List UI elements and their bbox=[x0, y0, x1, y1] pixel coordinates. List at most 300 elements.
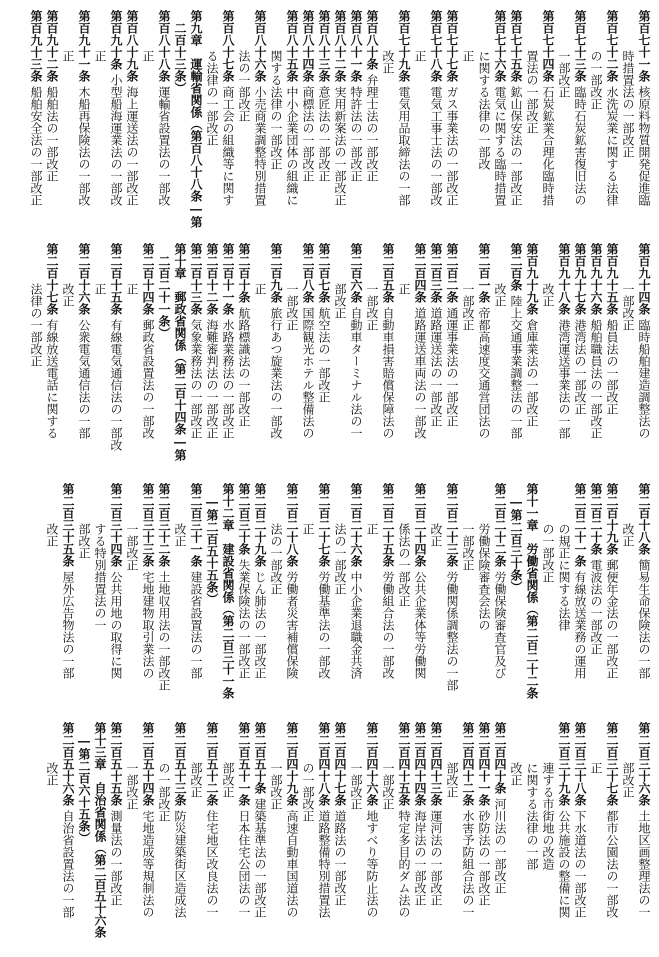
toc-band-2 bbox=[6, 243, 652, 473]
article-title: 一部改正 bbox=[269, 762, 283, 810]
article-number: 第百九十四条 bbox=[637, 243, 651, 315]
article-title: 通運事業法の一部改正 bbox=[445, 307, 459, 427]
article-title: 正 bbox=[365, 523, 379, 535]
toc-entry bbox=[300, 722, 316, 950]
toc-entry bbox=[316, 10, 332, 232]
article-title: 水害予防組合法の一 bbox=[461, 810, 475, 918]
toc-entry bbox=[332, 243, 348, 473]
article-number: 第二百二十七条 bbox=[317, 483, 331, 567]
toc-entry bbox=[540, 722, 556, 950]
article-title: 労働基準法の一部改 bbox=[317, 571, 331, 679]
article-title: 法の一部改正 bbox=[237, 50, 251, 122]
toc-entry bbox=[572, 483, 588, 711]
toc-entry bbox=[268, 722, 284, 950]
article-number: 第百七十二条 bbox=[605, 10, 619, 82]
toc-entry bbox=[556, 483, 572, 711]
toc-entry bbox=[444, 10, 460, 232]
toc-entry bbox=[236, 10, 252, 232]
article-title: 建築基準法の一部改正 bbox=[253, 798, 267, 918]
article-title: 船員法の一部改正 bbox=[605, 319, 619, 415]
chapter-title: 二百十三条） bbox=[173, 10, 187, 94]
chapter-title: ―第二百三十条） bbox=[509, 483, 523, 593]
article-title: 労働保険審査会法の bbox=[477, 523, 491, 631]
article-title: の規正に関する法律 bbox=[557, 523, 571, 631]
article-number: 第二百二条 bbox=[445, 243, 459, 303]
toc-entry bbox=[316, 722, 332, 950]
article-number: 第二百二十五条 bbox=[381, 483, 395, 567]
article-number: 第百七十八条 bbox=[429, 10, 443, 82]
article-title: 日本住宅公団法の一 bbox=[237, 810, 251, 918]
toc-entry bbox=[332, 483, 348, 711]
toc-entry bbox=[44, 243, 60, 473]
article-title: 運輸省設置法の一部改 bbox=[157, 86, 171, 206]
toc-entry bbox=[268, 10, 284, 232]
toc-entry bbox=[60, 243, 76, 473]
toc-entry bbox=[188, 722, 204, 950]
article-title: 旅行あつ旋業法の一部改 bbox=[269, 307, 283, 439]
article-title: 港湾法の一部改正 bbox=[573, 319, 587, 415]
toc-entry bbox=[300, 483, 316, 711]
toc-entry bbox=[28, 10, 44, 232]
article-title: 土地区画整理法の一 bbox=[637, 810, 651, 918]
article-number: 第二百十三条 bbox=[189, 243, 203, 315]
article-title: 郵政省設置法の一部改 bbox=[141, 319, 155, 439]
article-number: 第百七十九条 bbox=[397, 10, 411, 82]
toc-entry bbox=[348, 722, 364, 950]
article-number: 第二百四十七条 bbox=[333, 722, 347, 806]
article-title: 失業保険法の一部改正 bbox=[237, 559, 251, 679]
article-title: 改正 bbox=[541, 283, 555, 307]
article-number: 第二百五十四条 bbox=[141, 722, 155, 806]
article-number: 第二百十八条 bbox=[637, 483, 651, 555]
article-number: 第百九十六条 bbox=[589, 243, 603, 315]
toc-entry bbox=[220, 722, 236, 950]
toc-entry bbox=[364, 243, 380, 473]
chapter-heading bbox=[508, 483, 524, 711]
article-title: 一部改正 bbox=[621, 283, 635, 331]
article-title: 弁理士法の一部改正 bbox=[365, 74, 379, 182]
article-title: 水路業務法の一部改正 bbox=[221, 319, 235, 439]
article-title: 実用新案法の一部改正 bbox=[333, 86, 347, 206]
toc-entry bbox=[124, 243, 140, 473]
article-title: 宅地建物取引業法の bbox=[141, 571, 155, 679]
toc-entry bbox=[300, 243, 316, 473]
chapter-title: 第十二章 建設省関係（第二百三十一条 bbox=[221, 483, 235, 699]
article-title: 部改正 bbox=[333, 283, 347, 319]
article-title: 正 bbox=[141, 50, 155, 62]
article-title: 有線放送業務の運用 bbox=[573, 571, 587, 679]
toc-entry bbox=[412, 722, 428, 950]
article-title: 公共企業体等労働関 bbox=[413, 571, 427, 679]
toc-entry bbox=[156, 722, 172, 950]
toc-entry bbox=[172, 483, 188, 711]
toc-entry bbox=[44, 483, 60, 711]
article-number: 第二百一条 bbox=[477, 243, 491, 303]
article-title: 電波法の一部改正 bbox=[589, 559, 603, 655]
article-title: 倉庫業法の一部改正 bbox=[525, 319, 539, 427]
article-number: 第百八十条 bbox=[365, 10, 379, 70]
toc-entry bbox=[508, 10, 524, 232]
toc-entry bbox=[396, 483, 412, 711]
article-title: 航空法の一部改正 bbox=[317, 307, 331, 403]
article-title: 正 bbox=[93, 50, 107, 62]
article-number: 第二百五十六条 bbox=[61, 722, 75, 806]
toc-entry bbox=[460, 722, 476, 950]
toc-entry bbox=[604, 10, 620, 232]
chapter-heading bbox=[188, 10, 204, 232]
article-number: 第二百十七条 bbox=[45, 243, 59, 315]
article-number: 第百九十三条 bbox=[29, 10, 43, 82]
article-number: 第百八十五条 bbox=[285, 10, 299, 82]
article-title: 船舶安全法の一部改正 bbox=[29, 86, 43, 206]
article-title: 改正 bbox=[621, 523, 635, 547]
article-title: 法の一部改正 bbox=[333, 523, 347, 595]
toc-entry bbox=[108, 243, 124, 473]
article-number: 第二百十六条 bbox=[77, 243, 91, 315]
article-title: する特別措置法の一 bbox=[93, 523, 107, 631]
toc-entry bbox=[636, 722, 652, 950]
article-number: 第二百二十九条 bbox=[253, 483, 267, 567]
toc-entry bbox=[348, 483, 364, 711]
article-title: 公共用地の取得に関 bbox=[109, 571, 123, 679]
article-title: 防災建築街区造成法 bbox=[173, 810, 187, 918]
article-number: 第二百五十条 bbox=[253, 722, 267, 794]
article-title: 関する法律の一部改正 bbox=[269, 50, 283, 170]
article-number: 第百七十五条 bbox=[509, 10, 523, 82]
article-title: 海岸法の一部改正 bbox=[413, 810, 427, 906]
toc-entry bbox=[444, 722, 460, 950]
article-title: 労働関係調整法の一部 bbox=[445, 571, 459, 691]
toc-entry bbox=[588, 483, 604, 711]
article-title: 改正 bbox=[173, 523, 187, 547]
article-number: 第二百四十条 bbox=[493, 722, 507, 794]
article-number: 第二百三十一条 bbox=[189, 483, 203, 567]
article-title: 海難審判法の一部改正 bbox=[205, 319, 219, 439]
toc-entry bbox=[140, 483, 156, 711]
article-title: 都市公園法の一部改 bbox=[605, 810, 619, 918]
article-number: 第二百三十七条 bbox=[605, 722, 619, 806]
toc-entry bbox=[412, 10, 428, 232]
article-title: 船舶法の一部改正 bbox=[45, 86, 59, 182]
article-number: 第百八十一条 bbox=[349, 10, 363, 82]
article-number: 第二百四十三条 bbox=[429, 722, 443, 806]
article-number: 第二百三十二条 bbox=[157, 483, 171, 567]
article-title: 公共施設の整備に関 bbox=[557, 810, 571, 918]
article-number: 第二百二十条 bbox=[589, 483, 603, 555]
toc-entry bbox=[508, 243, 524, 473]
article-title: 商工会の組織等に関す bbox=[221, 86, 235, 206]
article-title: 航路標識法の一部改正 bbox=[237, 307, 251, 427]
article-number: 第二百条 bbox=[509, 243, 523, 291]
toc-entry bbox=[604, 722, 620, 950]
chapter-title: 第九章 運輸省関係（第百八十八条―第 bbox=[189, 10, 203, 228]
article-number: 第二百九条 bbox=[269, 243, 283, 303]
article-title: 労働組合法の一部改 bbox=[381, 571, 395, 679]
article-number: 第二百四十四条 bbox=[413, 722, 427, 806]
toc-entry bbox=[172, 722, 188, 950]
article-title: 有線放送電話に関する bbox=[45, 319, 59, 439]
toc-entry bbox=[348, 243, 364, 473]
toc-entry bbox=[572, 243, 588, 473]
article-title: 特許法の一部改正 bbox=[349, 86, 363, 182]
article-title: 鉱山保安法の一部改正 bbox=[509, 86, 523, 206]
article-number: 第百七十一条 bbox=[637, 10, 651, 82]
article-title: 労働保険審査官及び bbox=[493, 571, 507, 679]
chapter-title: 第十三章 自治省関係（第二百五十六条 bbox=[93, 722, 107, 938]
article-title: 港湾運送事業法の一部 bbox=[557, 319, 571, 439]
toc-entry bbox=[620, 483, 636, 711]
article-title: 水洗炭業に関する法律 bbox=[605, 86, 619, 206]
toc-entry bbox=[204, 243, 220, 473]
chapter-heading bbox=[156, 243, 172, 473]
toc-entry bbox=[620, 10, 636, 232]
article-title: 小型船海運業法の一部改 bbox=[109, 74, 123, 206]
article-title: 電気に関する臨時措置 bbox=[493, 86, 507, 206]
article-title: 一部改正 bbox=[461, 523, 475, 571]
article-title: 中小企業退職金共済 bbox=[349, 571, 363, 679]
toc-entry bbox=[380, 483, 396, 711]
article-number: 第二百二十三条 bbox=[445, 483, 459, 567]
toc-entry bbox=[156, 10, 172, 232]
chapter-heading bbox=[172, 10, 188, 232]
article-number: 第二百三条 bbox=[429, 243, 443, 303]
article-title: じん肺法の一部改正 bbox=[253, 571, 267, 679]
article-number: 第二百五十五条 bbox=[109, 722, 123, 806]
toc-entry bbox=[620, 722, 636, 950]
toc-entry bbox=[364, 483, 380, 711]
toc-entry bbox=[60, 10, 76, 232]
toc-entry bbox=[204, 722, 220, 950]
toc-entry bbox=[588, 10, 604, 232]
article-number: 第二百十一条 bbox=[221, 243, 235, 315]
chapter-heading bbox=[172, 243, 188, 473]
toc-entry bbox=[540, 10, 556, 232]
article-number: 第二百四条 bbox=[413, 243, 427, 303]
article-title: 自動車損害賠償保障法の bbox=[381, 307, 395, 439]
article-title: 意匠法の一部改正 bbox=[317, 86, 331, 182]
toc-entry bbox=[236, 483, 252, 711]
toc-entry bbox=[540, 243, 556, 473]
article-title: 土地収用法の一部改正 bbox=[157, 571, 171, 691]
toc-entry bbox=[44, 10, 60, 232]
toc-entry bbox=[492, 483, 508, 711]
article-title: 正 bbox=[301, 523, 315, 535]
toc-entry bbox=[108, 483, 124, 711]
toc-entry bbox=[76, 10, 92, 232]
toc-entry bbox=[76, 483, 92, 711]
article-number: 第百八十三条 bbox=[317, 10, 331, 82]
toc-entry bbox=[396, 722, 412, 950]
article-title: 建設省設置法の一部 bbox=[189, 571, 203, 679]
article-title: 電気用品取締法の一部 bbox=[397, 86, 411, 206]
toc-entry bbox=[428, 243, 444, 473]
article-number: 第二百二十六条 bbox=[349, 483, 363, 567]
article-title: 屋外広告物法の一部 bbox=[61, 571, 75, 679]
article-number: 第百八十二条 bbox=[333, 10, 347, 82]
article-number: 第二百五条 bbox=[381, 243, 395, 303]
article-title: 船舶職員法の一部改正 bbox=[589, 319, 603, 439]
toc-band-3 bbox=[6, 483, 652, 711]
toc-entry bbox=[428, 10, 444, 232]
toc-entry bbox=[476, 243, 492, 473]
toc-entry bbox=[476, 10, 492, 232]
article-title: 地すべり等防止法の bbox=[365, 810, 379, 918]
article-title: に関する法律の一部 bbox=[525, 762, 539, 870]
toc-entry bbox=[60, 483, 76, 711]
article-number: 第二百三十三条 bbox=[141, 483, 155, 567]
toc-entry bbox=[540, 483, 556, 711]
article-title: の一部改正 bbox=[301, 762, 315, 822]
toc-entry bbox=[332, 10, 348, 232]
toc-entry bbox=[444, 243, 460, 473]
article-number: 第二百三十六条 bbox=[637, 722, 651, 806]
article-title: 改正 bbox=[381, 50, 395, 74]
toc-entry bbox=[332, 722, 348, 950]
toc-entry bbox=[300, 10, 316, 232]
article-number: 第二百三十四条 bbox=[109, 483, 123, 567]
article-number: 第二百二十二条 bbox=[493, 483, 507, 567]
article-title: 改正 bbox=[45, 523, 59, 547]
article-title: 中小企業団体の組織に bbox=[285, 86, 299, 206]
article-title: 一部改正 bbox=[381, 762, 395, 810]
article-title: 道路整備特別措置法 bbox=[317, 810, 331, 918]
article-title: 時措置法の一部改正 bbox=[621, 50, 635, 158]
article-number: 第二百四十六条 bbox=[365, 722, 379, 806]
article-title: 法の一部改正 bbox=[269, 523, 283, 595]
article-title: 測量法の一部改正 bbox=[109, 810, 123, 906]
article-number: 第二百七条 bbox=[317, 243, 331, 303]
toc-entry bbox=[396, 243, 412, 473]
article-number: 第二百三十五条 bbox=[61, 483, 75, 567]
article-number: 第百八十八条 bbox=[157, 10, 171, 82]
toc-entry bbox=[268, 243, 284, 473]
article-title: 一部改正 bbox=[461, 283, 475, 331]
article-title: 道路運送法の一部改正 bbox=[429, 307, 443, 427]
toc-entry bbox=[636, 243, 652, 473]
toc-entry bbox=[108, 722, 124, 950]
article-title: 改正 bbox=[45, 762, 59, 786]
toc-entry bbox=[588, 243, 604, 473]
article-number: 第二百十条 bbox=[237, 243, 251, 303]
article-number: 第二百四十九条 bbox=[285, 722, 299, 806]
toc-band-4 bbox=[6, 722, 652, 950]
article-title: 小売商業調整特別措置 bbox=[253, 86, 267, 206]
article-title: 正 bbox=[589, 762, 603, 774]
toc-entry bbox=[492, 722, 508, 950]
toc-entry bbox=[444, 483, 460, 711]
article-title: 正 bbox=[93, 283, 107, 295]
chapter-heading bbox=[524, 483, 540, 711]
article-number: 第二百六条 bbox=[349, 243, 363, 303]
article-title: 道路法の一部改正 bbox=[333, 810, 347, 906]
chapter-title: 第十一章 労働省関係（第二百二十二条 bbox=[525, 483, 539, 699]
toc-entry bbox=[124, 10, 140, 232]
article-title: 商標法の一部改正 bbox=[301, 86, 315, 182]
toc-entry bbox=[268, 483, 284, 711]
article-title: 下水道法の一部改正 bbox=[573, 810, 587, 918]
article-number: 第二百十五条 bbox=[109, 243, 123, 315]
article-title: 高速自動車国道法の bbox=[285, 810, 299, 918]
article-title: 臨時船舶建造調整法の bbox=[637, 319, 651, 439]
toc-entry bbox=[284, 722, 300, 950]
article-title: 一部改正 bbox=[349, 762, 363, 810]
toc-entry bbox=[92, 483, 108, 711]
article-title: 法律の一部改正 bbox=[29, 283, 43, 367]
article-number: 第二百二十四条 bbox=[413, 483, 427, 567]
toc-entry bbox=[252, 243, 268, 473]
article-title: 部改正 bbox=[189, 762, 203, 798]
article-number: 第百八十四条 bbox=[301, 10, 315, 82]
chapter-title: 二百二十一条） bbox=[157, 243, 171, 339]
article-title: 一部改正 bbox=[365, 283, 379, 331]
chapter-heading bbox=[76, 722, 92, 950]
article-title: の一部改正 bbox=[541, 523, 555, 583]
toc-entry bbox=[348, 10, 364, 232]
article-title: 連する市街地の改造 bbox=[541, 762, 555, 870]
article-title: 有線電気通信法の一部改 bbox=[109, 319, 123, 451]
article-title: 河川法の一部改正 bbox=[493, 798, 507, 894]
article-title: 海上運送法の一部改正 bbox=[125, 86, 139, 206]
article-title: 改正 bbox=[429, 523, 443, 547]
chapter-title: ―第二百六十五条） bbox=[77, 722, 91, 844]
article-title: 置法の一部改正 bbox=[525, 50, 539, 134]
article-title: 簡易生命保険法の一部 bbox=[637, 559, 651, 679]
toc-entry bbox=[188, 483, 204, 711]
article-title: 住宅地区改良法の一 bbox=[205, 810, 219, 918]
article-title: 正 bbox=[397, 283, 411, 295]
article-number: 第百九十二条 bbox=[45, 10, 59, 82]
toc-entry bbox=[636, 10, 652, 232]
chapter-heading bbox=[220, 483, 236, 711]
toc-entry bbox=[92, 10, 108, 232]
article-title: 部改正 bbox=[221, 762, 235, 798]
toc-entry bbox=[252, 483, 268, 711]
article-number: 第二百五十三条 bbox=[173, 722, 187, 806]
toc-entry bbox=[396, 10, 412, 232]
toc-entry bbox=[508, 722, 524, 950]
toc-entry bbox=[124, 722, 140, 950]
toc-entry bbox=[252, 10, 268, 232]
article-title: 部改正 bbox=[445, 762, 459, 798]
article-number: 第百七十四条 bbox=[541, 10, 555, 82]
article-title: の一部改正 bbox=[589, 50, 603, 110]
article-title: 砂防法の一部改正 bbox=[477, 810, 491, 906]
article-title: 電気工事士法の一部改 bbox=[429, 86, 443, 206]
article-title: 運河法の一部改正 bbox=[429, 810, 443, 906]
toc-entry bbox=[220, 243, 236, 473]
article-title: 改正 bbox=[509, 762, 523, 786]
article-number: 第二百四十八条 bbox=[317, 722, 331, 806]
toc-entry bbox=[556, 722, 572, 950]
article-title: 部改正 bbox=[77, 523, 91, 559]
toc-entry bbox=[140, 10, 156, 232]
toc-entry bbox=[380, 10, 396, 232]
article-title: 労働者災害補償保険 bbox=[285, 571, 299, 679]
toc-entry bbox=[492, 10, 508, 232]
chapter-heading bbox=[92, 722, 108, 950]
toc-entry bbox=[604, 483, 620, 711]
article-title: 正 bbox=[61, 50, 75, 62]
toc-entry bbox=[316, 483, 332, 711]
article-number: 第百七十六条 bbox=[493, 10, 507, 82]
article-title: 部改正 bbox=[621, 762, 635, 798]
article-title: 一部改正 bbox=[285, 283, 299, 331]
article-title: 木船再保険法の一部改 bbox=[77, 86, 91, 206]
toc-entry bbox=[236, 243, 252, 473]
article-number: 第二百十二条 bbox=[205, 243, 219, 315]
article-number: 第百八十六条 bbox=[253, 10, 267, 82]
article-number: 第二百八条 bbox=[301, 243, 315, 303]
